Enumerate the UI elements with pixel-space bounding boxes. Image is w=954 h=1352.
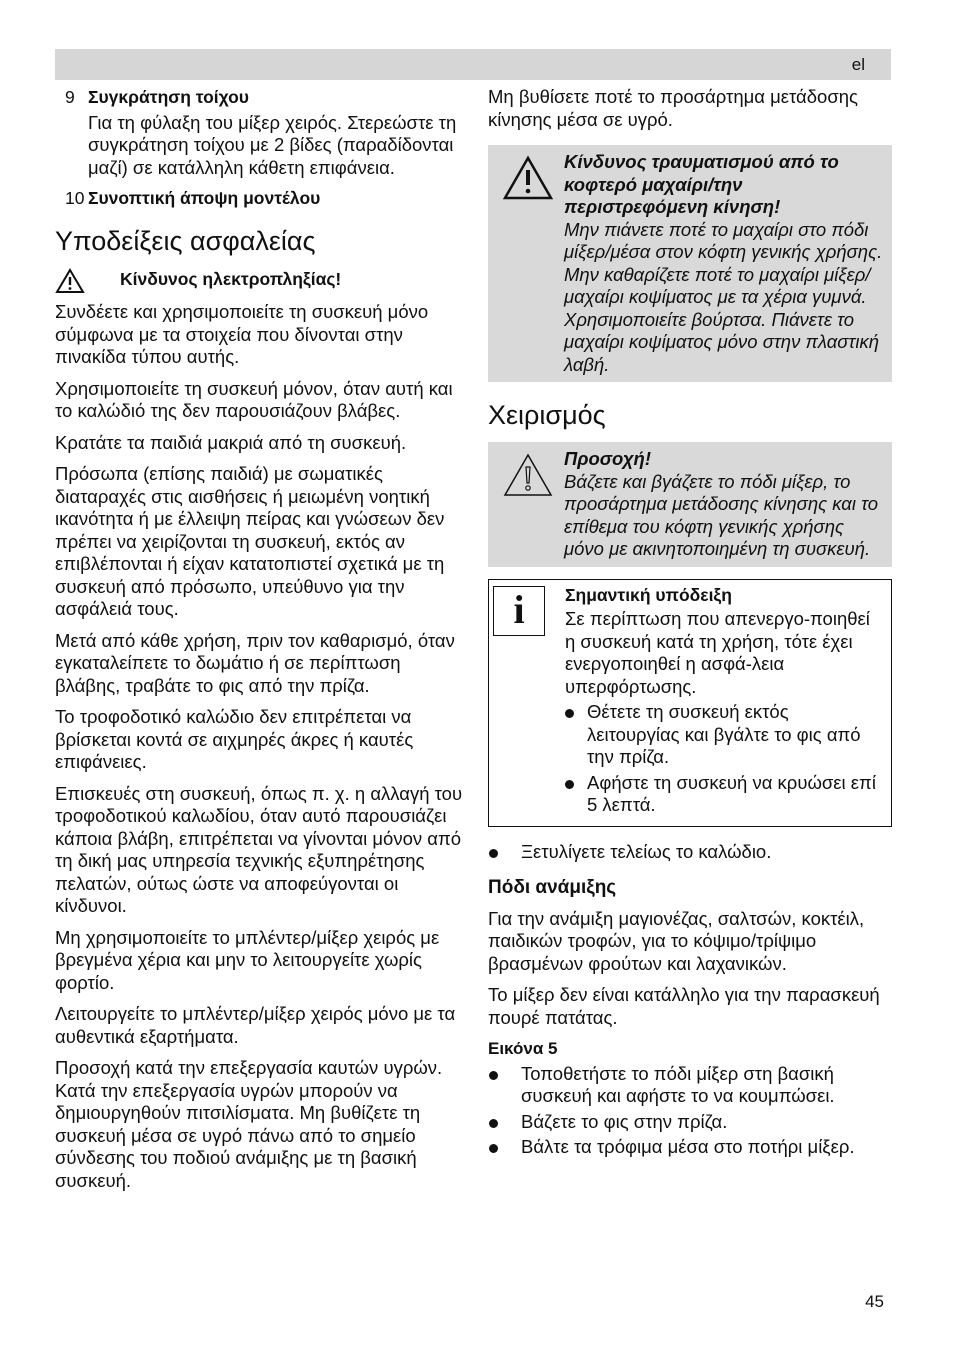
list-item	[565, 701, 885, 769]
caution-box	[488, 442, 892, 567]
mixing-heading: Πόδι ανάμιξης	[488, 877, 617, 898]
list-item	[488, 1063, 892, 1108]
list-item	[488, 1111, 892, 1134]
info-text: Σε περίπτωση που απενεργο-ποιηθεί η συσκευή κατά τη χρήση, τότε έχει ενεργοποιηθεί η ασφά-λεια υπερφόρτωσης.	[565, 608, 870, 697]
figure-label: Εικόνα 5	[488, 1039, 558, 1058]
info-title: Σημαντική υπόδειξη	[565, 584, 732, 605]
list-item	[565, 772, 885, 817]
bullet-icon	[565, 772, 587, 817]
bullet-text: Θέτετε τη συσκευή εκτός λειτουργίας και βγάλτε το φις από την πρίζα.	[587, 701, 861, 767]
left-column	[55, 86, 465, 1201]
important-note-box	[488, 579, 892, 827]
shock-warning	[55, 268, 465, 300]
paragraph: Πρόσωπα (επίσης παιδιά) με σωματικές διαταραχές στις αισθήσεις ή μειωμένη νοητική ικανότητα ή με έλλειψη πείρας και γνώσεων δεν πρέπει να χειρίζονται τη συσκευή, εκτός αν επιβλέπονται ή είχαν κατατοπιστεί σχετικά με τη συσκευή από πρόσωπο, υπεύθυνο για την ασφάλειά τους.	[55, 463, 445, 619]
paragraph: Μετά από κάθε χρήση, πριν τον καθαρισμό, όταν εγκαταλείπετε το δωμάτιο ή σε περίπτωση βλάβης, τραβάτε το φις από την πρίζα.	[55, 629, 455, 696]
warning-triangle-icon	[492, 151, 564, 376]
safety-heading: Υποδείξεις ασφαλείας	[55, 225, 316, 256]
bullet-text: Τοποθετήστε το πόδι μίξερ στη βασική συσκευή και αφήστε το να κουμπώσει.	[521, 1062, 835, 1106]
caution-text: Βάζετε και βγάζετε το πόδι μίξερ, το προσάρτημα μετάδοσης κίνησης και το επίθεμα του κόφτη γενικής χρήσης μόνο με ακινητοποιημένη τη συσκευή.	[564, 470, 879, 559]
caution-title: Προσοχή!	[564, 448, 651, 469]
bullet-icon	[565, 701, 587, 769]
paragraph: Μη χρησιμοποιείτε το μπλέντερ/μίξερ χειρός με βρεγμένα χέρια και μην το λειτουργείτε χωρίς φορτίο.	[55, 926, 440, 993]
item-title: Συνοπτική άποψη μοντέλου	[88, 188, 321, 208]
paragraph: Προσοχή κατά την επεξεργασία καυτών υγρών. Κατά την επεξεργασία υγρών μπορούν να δημιουργηθούν πιτσιλίσματα. Μη βυθίζετε τη συσκευή μέσα σε υγρό πάνω από το σημείο σύνδεσης του ποδιού ανάμιξης με τη βασική συσκευή.	[55, 1057, 443, 1191]
list-item	[488, 1136, 892, 1159]
item-number: 10	[65, 188, 85, 208]
bullet-icon	[488, 1063, 521, 1108]
bullet-text: Αφήστε τη συσκευή να κρυώσει επί 5 λεπτά.	[587, 771, 876, 815]
injury-warning-title: Κίνδυνος τραυματισμού από το κοφτερό μαχαίρι/την περιστρεφόμενη κίνηση!	[564, 151, 839, 217]
paragraph: Συνδέετε και χρησιμοποιείτε τη συσκευή μόνο σύμφωνα με τα στοιχεία που δίνονται στην πινακίδα τύπου αυτής.	[55, 301, 429, 367]
bullet-text: Βάλτε τα τρόφιμα μέσα στο ποτήρι μίξερ.	[521, 1136, 855, 1157]
paragraph: Για την ανάμιξη μαγιονέζας, σαλτσών, κοκτέιλ, παιδικών τροφών, για το κόψιμο/τρίψιμο βρασμένων φρούτων και λαχανικών.	[488, 907, 865, 974]
item-title: Συγκράτηση τοίχου	[88, 87, 249, 107]
right-column	[488, 86, 892, 1162]
info-icon: i	[493, 586, 545, 636]
list-item-10	[55, 187, 465, 210]
item-number: 9	[65, 87, 75, 107]
operation-heading: Χειρισμός	[488, 400, 606, 430]
item-9-description: Για τη φύλαξη του μίξερ χειρός. Στερεώστε τη συγκράτηση τοίχου με 2 βίδες (παραδίδονται μαζί) σε κατάλληλη κάθετη επιφάνεια.	[88, 111, 457, 178]
page-number: 45	[865, 1292, 884, 1311]
injury-warning-box	[488, 145, 892, 382]
bullet-icon	[488, 1111, 521, 1134]
header-bar	[55, 49, 891, 80]
language-code: el	[851, 55, 865, 74]
bullet-text: Ξετυλίγετε τελείως το καλώδιο.	[521, 840, 772, 862]
list-item	[488, 841, 892, 864]
shock-warning-title: Κίνδυνος ηλεκτροπληξίας!	[120, 268, 342, 289]
paragraph: Το μίξερ δεν είναι κατάλληλο για την παρασκευή πουρέ πατάτας.	[488, 984, 880, 1028]
intro-paragraph: Μη βυθίσετε ποτέ το προσάρτημα μετάδοσης κίνησης μέσα σε υγρό.	[488, 86, 858, 130]
list-item-9	[55, 86, 465, 109]
injury-warning-text: Μην πιάνετε ποτέ το μαχαίρι στο πόδι μίξερ/μέσα στον κόφτη γενικής χρήσης. Μην καθαρίζετε ποτέ το μαχαίρι μίξερ/μαχαίρι κοψίματος με τα χέρια γυμνά. Χρησιμοποιείτε βούρτσα. Πιάνετε το μαχαίρι κοψίματος μόνο στην πλαστική λαβή.	[564, 218, 883, 375]
bullet-icon	[488, 1136, 521, 1159]
warning-triangle-icon	[55, 268, 120, 300]
paragraph: Το τροφοδοτικό καλώδιο δεν επιτρέπεται να βρίσκεται κοντά σε αιχμηρές άκρες ή καυτές επιφάνειες.	[55, 706, 414, 772]
paragraph: Λειτουργείτε το μπλέντερ/μίξερ χειρός μόνο με τα αυθεντικά εξαρτήματα.	[55, 1003, 456, 1047]
paragraph: Κρατάτε τα παιδιά μακριά από τη συσκευή.	[55, 431, 407, 453]
bullet-icon	[488, 841, 521, 864]
caution-triangle-icon	[492, 448, 564, 561]
bullet-text: Βάζετε το φις στην πρίζα.	[521, 1110, 728, 1132]
paragraph: Χρησιμοποιείτε τη συσκευή μόνον, όταν αυτή και το καλώδιό της δεν παρουσιάζουν βλάβες.	[55, 377, 453, 421]
paragraph: Επισκευές στη συσκευή, όπως π. χ. η αλλαγή του τροφοδοτικού καλωδίου, όταν αυτό παρουσιάζει κάποια βλάβη, επιτρέπεται να γίνονται μόνον από τη δική μας υπηρεσία τεχνικής εξυπηρέτησης πελατών, ούτως ώστε να αποφεύγονται οι κίνδυνοι.	[55, 782, 463, 916]
